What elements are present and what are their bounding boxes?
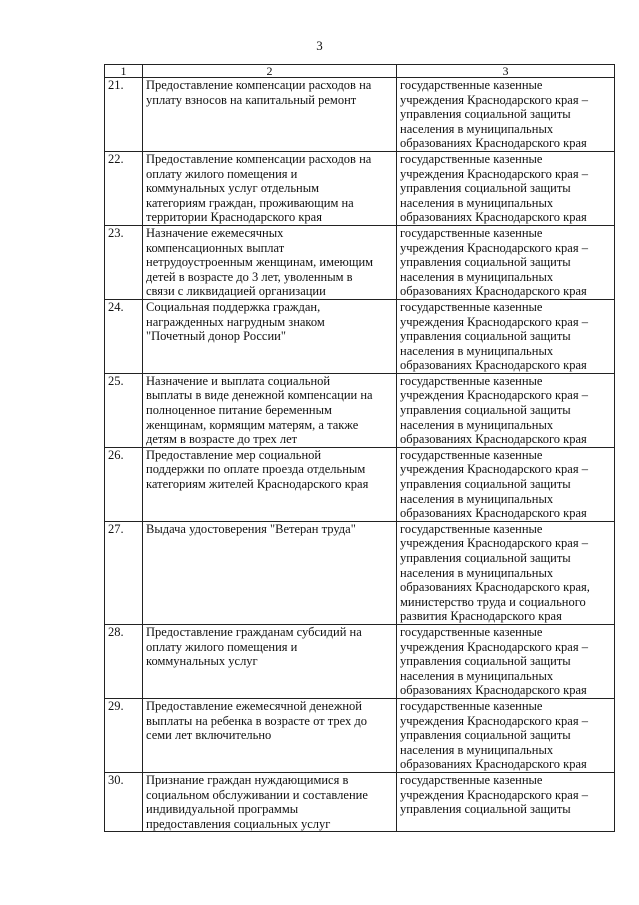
- service-name: Предоставление компенсации расходов на оплату жилого помещения и коммунальных услуг отдельным категориям граждан, проживающим на территории Краснодарского края: [143, 151, 397, 225]
- service-provider: государственные казенные учреждения Краснодарского края – управления социальной защиты населения в муниципальных образованиях Краснодарского края: [397, 225, 615, 299]
- table-row: [105, 299, 615, 373]
- row-number: 27.: [105, 521, 143, 624]
- table-row: [105, 624, 615, 698]
- service-name: Назначение и выплата социальной выплаты в виде денежной компенсации на полноценное питание беременным женщинам, кормящим матерям, а также детям в возрасте до трех лет: [143, 373, 397, 447]
- service-name: Признание граждан нуждающимися в социальном обслуживании и составление индивидуальной программы предоставления социальных услуг: [143, 772, 397, 831]
- row-number: 26.: [105, 447, 143, 521]
- service-provider: государственные казенные учреждения Краснодарского края – управления социальной защиты населения в муниципальных образованиях Краснодарского края: [397, 624, 615, 698]
- service-provider: государственные казенные учреждения Краснодарского края – управления социальной защиты населения в муниципальных образованиях Краснодарского края: [397, 447, 615, 521]
- service-name: Предоставление мер социальной поддержки по оплате проезда отдельным категориям жителей Краснодарского края: [143, 447, 397, 521]
- service-name: Предоставление ежемесячной денежной выплаты на ребенка в возрасте от трех до семи лет включительно: [143, 698, 397, 772]
- row-number: 28.: [105, 624, 143, 698]
- column-header: 2: [143, 65, 397, 78]
- page-number: 3: [316, 38, 323, 53]
- service-provider: государственные казенные учреждения Краснодарского края – управления социальной защиты населения в муниципальных образованиях Краснодарского края: [397, 78, 615, 152]
- service-provider: государственные казенные учреждения Краснодарского края – управления социальной защиты населения в муниципальных образованиях Краснодарского края: [397, 373, 615, 447]
- service-name: Предоставление компенсации расходов на уплату взносов на капитальный ремонт: [143, 78, 397, 152]
- row-number: 24.: [105, 299, 143, 373]
- service-name: Выдача удостоверения "Ветеран труда": [143, 521, 397, 624]
- service-provider: государственные казенные учреждения Краснодарского края – управления социальной защиты населения в муниципальных образованиях Краснодарского края: [397, 151, 615, 225]
- table-row: [105, 225, 615, 299]
- row-number: 30.: [105, 772, 143, 831]
- table-row: [105, 373, 615, 447]
- row-number: 29.: [105, 698, 143, 772]
- service-name: Назначение ежемесячных компенсационных выплат нетрудоустроенным женщинам, имеющим детей в возрасте до 3 лет, уволенным в связи с ликвидацией организации: [143, 225, 397, 299]
- table-row: [105, 447, 615, 521]
- table-row: [105, 521, 615, 624]
- table-row: [105, 151, 615, 225]
- service-name: Предоставление гражданам субсидий на оплату жилого помещения и коммунальных услуг: [143, 624, 397, 698]
- table-header-row: [105, 65, 615, 78]
- row-number: 21.: [105, 78, 143, 152]
- row-number: 25.: [105, 373, 143, 447]
- table-row: [105, 78, 615, 152]
- row-number: 23.: [105, 225, 143, 299]
- table-row: [105, 698, 615, 772]
- service-provider: государственные казенные учреждения Краснодарского края – управления социальной защиты: [397, 772, 615, 831]
- column-header: 1: [105, 65, 143, 78]
- service-name: Социальная поддержка граждан, награжденных нагрудным знаком "Почетный донор России": [143, 299, 397, 373]
- service-provider: государственные казенные учреждения Краснодарского края – управления социальной защиты населения в муниципальных образованиях Краснодарского края: [397, 299, 615, 373]
- service-provider: государственные казенные учреждения Краснодарского края – управления социальной защиты населения в муниципальных образованиях Краснодарского края: [397, 698, 615, 772]
- row-number: 22.: [105, 151, 143, 225]
- column-header: 3: [397, 65, 615, 78]
- table-row: [105, 772, 615, 831]
- services-table: [104, 64, 615, 832]
- service-provider: государственные казенные учреждения Краснодарского края – управления социальной защиты населения в муниципальных образованиях Краснодарского края, министерство труда и социального развития Краснодарского края: [397, 521, 615, 624]
